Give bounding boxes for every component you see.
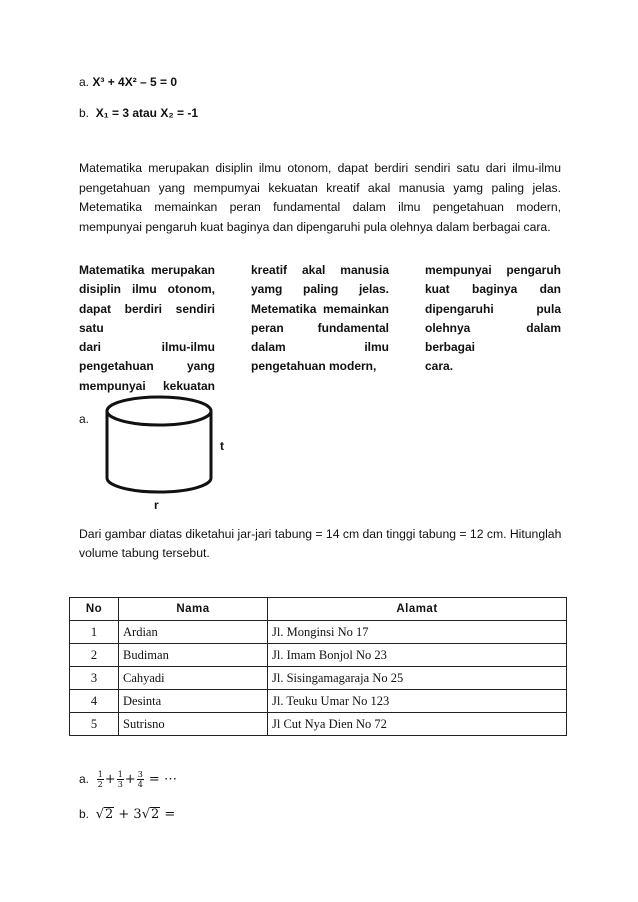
header-no: No bbox=[70, 598, 119, 621]
radius-label: r bbox=[154, 498, 159, 512]
height-label: t bbox=[220, 439, 224, 453]
column-1-line: mempunyai kekuatan bbox=[79, 378, 215, 393]
math-b-tail: = bbox=[164, 807, 176, 822]
column-3-line: cara. bbox=[425, 359, 454, 374]
column-2-line: peran fundamental bbox=[251, 320, 389, 335]
fraction-denominator: 4 bbox=[137, 780, 143, 789]
column-2-line: Metematika memainkan bbox=[251, 301, 389, 316]
column-2-line: pengetahuan modern, bbox=[251, 359, 377, 374]
cell-no: 5 bbox=[70, 713, 119, 736]
cylinder-bottom-arc bbox=[107, 478, 211, 492]
column-3 bbox=[425, 261, 561, 377]
cell-nama: Budiman bbox=[119, 644, 268, 667]
fraction bbox=[97, 770, 104, 789]
table-row bbox=[70, 621, 567, 644]
equation-a-label: a. bbox=[79, 75, 90, 89]
fraction bbox=[117, 770, 124, 789]
math-b bbox=[79, 805, 175, 824]
cylinder-diagram bbox=[100, 392, 220, 496]
column-1-line: dapat berdiri sendiri satu bbox=[79, 301, 215, 335]
problem-line-2: volume tabung tersebut. bbox=[79, 546, 210, 560]
cell-nama: Ardian bbox=[119, 621, 268, 644]
cell-alamat: Jl. Teuku Umar No 123 bbox=[268, 690, 567, 713]
figure-label: a. bbox=[79, 412, 90, 426]
fraction bbox=[137, 770, 144, 789]
radical-sum bbox=[96, 807, 176, 822]
cell-nama: Desinta bbox=[119, 690, 268, 713]
equation-a bbox=[79, 74, 177, 90]
column-1-line: dari ilmu-ilmu bbox=[79, 340, 215, 355]
column-3-line: kuat baginya dan bbox=[425, 282, 561, 297]
math-b-middle: + 3 bbox=[118, 807, 142, 822]
equation-b-label: b. bbox=[79, 106, 90, 120]
header-alamat: Alamat bbox=[268, 598, 567, 621]
intro-paragraph: Matematika merupakan disiplin ilmu otonom, dapat berdiri sendiri satu dari ilmu-ilmu pengetahuan yang mempumyai kekuatan kreatif akal manusia yamg paling jelas. Metematika memainkan peran fundamental dalam ilmu pengetahuan modern, mempunyai pengaruh kuat baginya dan dipengaruhi pula olehnya dalam berbagai cara. bbox=[79, 161, 561, 234]
equation-b-text: X₁ = 3 atau X₂ = -1 bbox=[95, 106, 199, 120]
radicand: 2 bbox=[151, 807, 160, 822]
equation-b bbox=[79, 105, 198, 121]
table-row bbox=[70, 644, 567, 667]
fraction-denominator: 3 bbox=[117, 780, 123, 789]
fraction-sum bbox=[96, 772, 177, 787]
cell-no: 3 bbox=[70, 667, 119, 690]
header-nama: Nama bbox=[119, 598, 268, 621]
column-1 bbox=[79, 261, 215, 396]
cell-no: 4 bbox=[70, 690, 119, 713]
table-row bbox=[70, 690, 567, 713]
plus-sign: + bbox=[104, 772, 116, 787]
fraction-numerator: 3 bbox=[137, 770, 143, 779]
radicand: 2 bbox=[104, 807, 114, 822]
sqrt-symbol: √ bbox=[95, 807, 104, 822]
math-a bbox=[79, 768, 177, 790]
math-b-label: b. bbox=[79, 807, 90, 821]
equation-a-text: X³ + 4X² – 5 = 0 bbox=[92, 75, 178, 89]
problem-line-1: Dari gambar diatas diketahui jar-jari tabung = 14 cm dan tinggi tabung = 12 cm. Hitunglah bbox=[79, 527, 562, 541]
cell-nama: Sutrisno bbox=[119, 713, 268, 736]
column-3-line: dipengaruhi pula bbox=[425, 301, 561, 316]
plus-sign: + bbox=[124, 772, 136, 787]
column-2-line: kreatif akal manusia bbox=[251, 263, 389, 277]
fraction-numerator: 1 bbox=[117, 770, 123, 779]
cell-alamat: Jl. Monginsi No 17 bbox=[268, 621, 567, 644]
cylinder-top-ellipse bbox=[107, 397, 211, 425]
table-row bbox=[70, 667, 567, 690]
math-a-label: a. bbox=[79, 772, 90, 786]
sqrt-symbol: √ bbox=[141, 807, 150, 822]
column-1-line: Matematika merupakan bbox=[79, 263, 215, 277]
column-1-line: disiplin ilmu otonom, bbox=[79, 282, 215, 297]
fraction-denominator: 2 bbox=[97, 780, 103, 789]
cell-alamat: Jl Cut Nya Dien No 72 bbox=[268, 713, 567, 736]
table-row bbox=[70, 713, 567, 736]
cell-alamat: Jl. Sisingamagaraja No 25 bbox=[268, 667, 567, 690]
fraction-numerator: 1 bbox=[97, 770, 103, 779]
student-table bbox=[69, 597, 567, 736]
column-2-line: yamg paling jelas. bbox=[251, 282, 389, 297]
column-3-line: olehnya dalam berbagai bbox=[425, 320, 561, 355]
column-3-line: mempunyai pengaruh bbox=[425, 263, 561, 277]
cell-alamat: Jl. Imam Bonjol No 23 bbox=[268, 644, 567, 667]
math-a-tail: = ⋯ bbox=[148, 772, 177, 787]
column-2 bbox=[251, 261, 389, 377]
column-2-line: dalam ilmu bbox=[251, 340, 389, 355]
cell-no: 1 bbox=[70, 621, 119, 644]
table-header-row bbox=[70, 598, 567, 621]
cell-nama: Cahyadi bbox=[119, 667, 268, 690]
cell-no: 2 bbox=[70, 644, 119, 667]
column-1-line: pengetahuan yang bbox=[79, 359, 215, 374]
